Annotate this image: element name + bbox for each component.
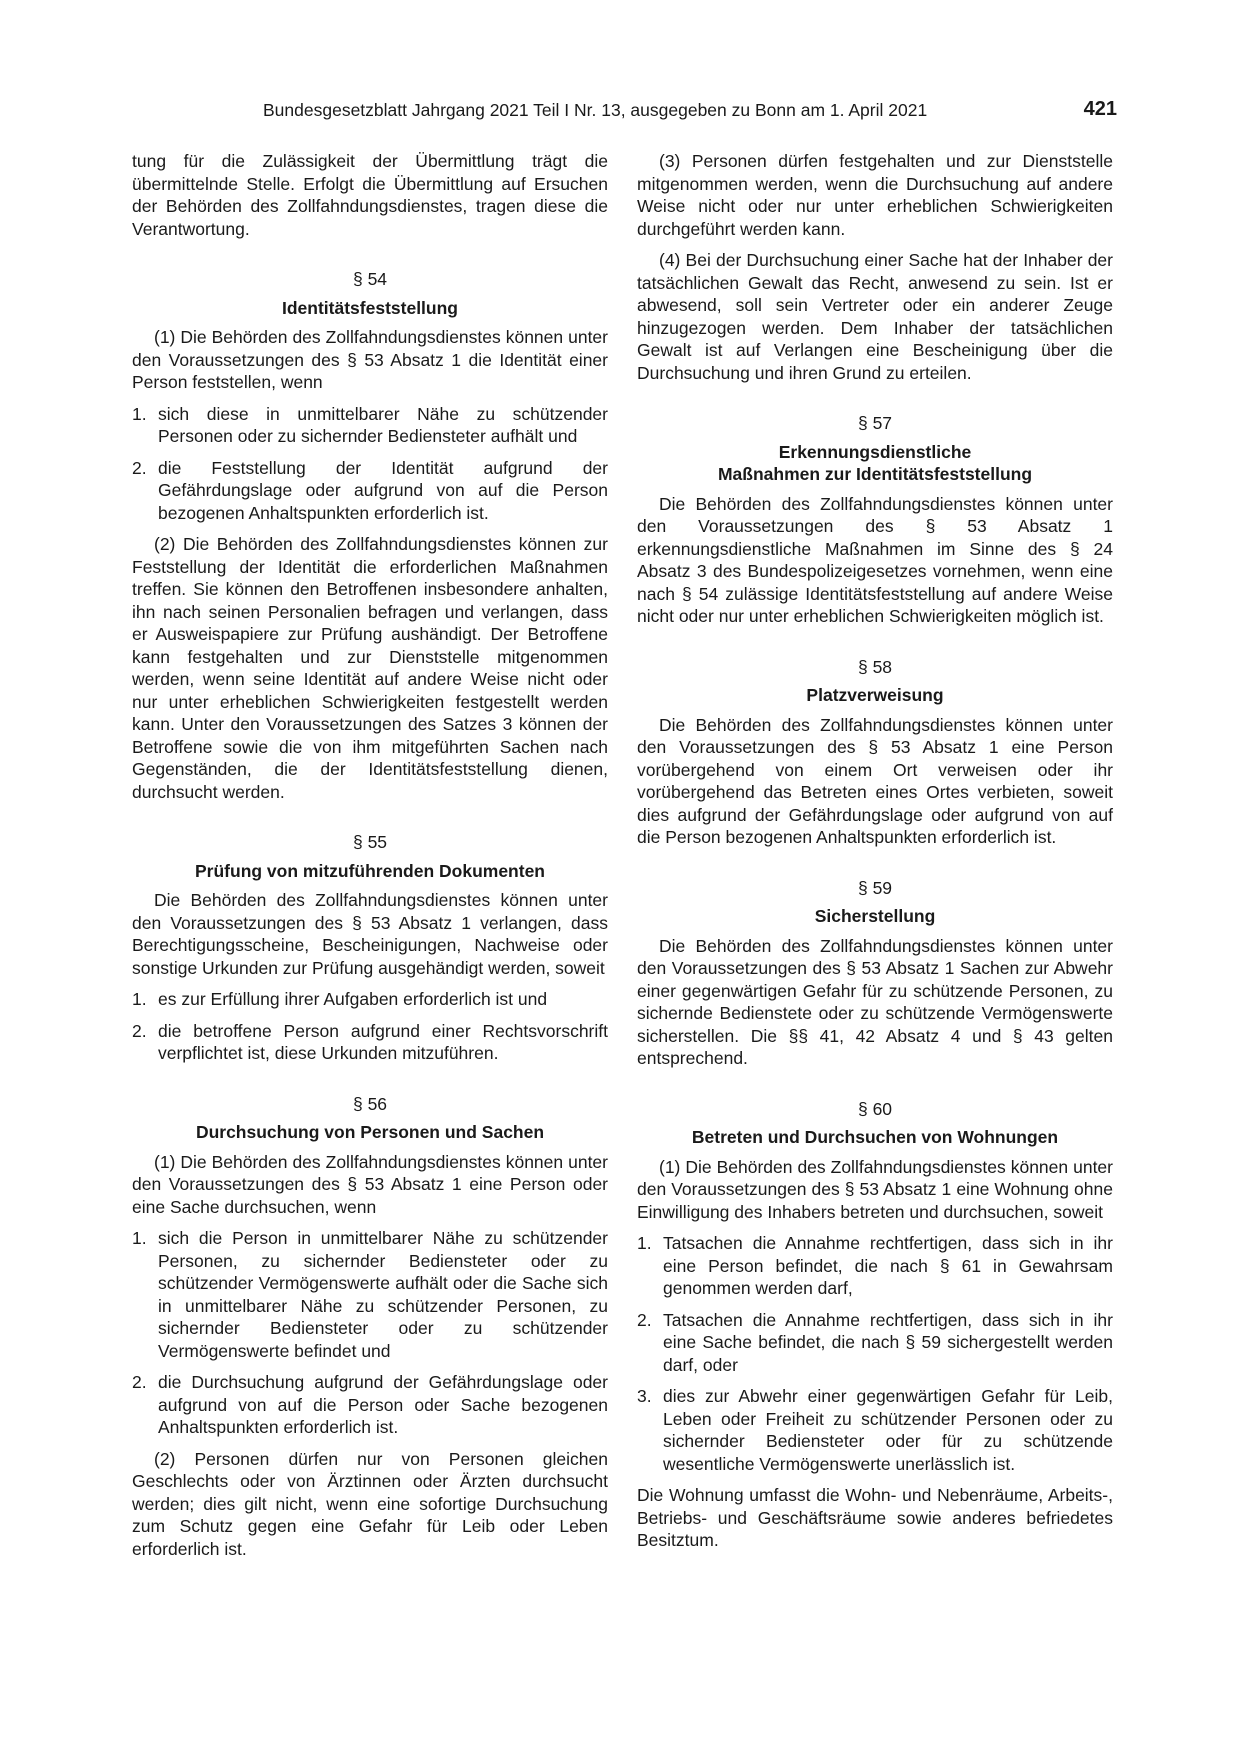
- list-item: [132, 1371, 608, 1439]
- list-item: [132, 1020, 608, 1065]
- list-item-text: Tatsachen die Annahme rechtfertigen, dass sich in ihr eine Sache befindet, die nach § 59 sichergestellt werden darf, oder: [663, 1309, 1113, 1375]
- enumerated-list: [132, 403, 608, 525]
- list-item: [132, 457, 608, 525]
- paragraph: (2) Personen dürfen nur von Personen gleichen Geschlechts oder von Ärztinnen oder Ärzten durchsucht werden; dies gilt nicht, wenn eine sofortige Durchsuchung zum Schutz gegen eine Gefahr für Leib oder Leben erforderlich ist.: [132, 1448, 608, 1559]
- section-number-59: § 59: [857, 877, 893, 898]
- section-number-58: § 58: [857, 656, 893, 677]
- paragraph: (4) Bei der Durchsuchung einer Sache hat der Inhaber der tatsächlichen Gewalt das Recht, anwesend zu sein. Ist er abwesend, soll sein Vertreter oder ein anderer Zeuge hinzugezogen werden. Dem Inhaber der tatsächlichen Gewalt ist auf Verlangen eine Bescheinigung über die Durchsuchung und ihren Grund zu erteilen.: [637, 250, 1113, 383]
- list-item-text: die Feststellung der Identität aufgrund der Gefährdungslage oder aufgrund von auf die Person bezogenen Anhaltspunkten erforderlich ist.: [158, 457, 608, 523]
- list-item-text: es zur Erfüllung ihrer Aufgaben erforderlich ist und: [158, 989, 548, 1009]
- paragraph: Die Behörden des Zollfahndungsdienstes können unter den Voraussetzungen des § 53 Absatz 1 verlangen, dass Berechtigungsscheine, Bescheinigungen, Nachweise oder sonstige Urkunden zur Prüfung ausgehändigt werden, soweit: [132, 890, 608, 978]
- list-item-number: 1.: [132, 989, 147, 1009]
- paragraph: (1) Die Behörden des Zollfahndungsdienstes können unter den Voraussetzungen des § 53 Absatz 1 eine Person oder eine Sache durchsuchen, wenn: [132, 1151, 608, 1217]
- section-title-55: Prüfung von mitzuführenden Dokumenten: [195, 860, 545, 881]
- list-item: [132, 1227, 608, 1362]
- section-title-59: Sicherstellung: [814, 906, 936, 926]
- list-item-number: 1.: [637, 1233, 652, 1253]
- left-column: [132, 150, 608, 1569]
- list-item: [637, 1232, 1113, 1300]
- paragraph: Die Wohnung umfasst die Wohn- und Nebenräume, Arbeits-, Betriebs- und Geschäftsräume sowie anderes befriedetes Besitztum.: [637, 1485, 1113, 1550]
- running-title: Bundesgesetzblatt Jahrgang 2021 Teil I Nr. 13, ausgegeben zu Bonn am 1. April 2021: [263, 100, 928, 120]
- section-title-58: Platzverweisung: [806, 685, 944, 705]
- section-title-line: Maßnahmen zur Identitätsfeststellung: [717, 464, 1033, 484]
- continued-paragraph: tung für die Zulässigkeit der Übermittlung trägt die übermittelnde Stelle. Erfolgt die Übermittlung auf Ersuchen der Behörden des Zollfahndungsdienstes, tragen diese die Verantwortung.: [132, 151, 608, 239]
- section-number-57: § 57: [857, 413, 893, 433]
- enumerated-list: [132, 988, 608, 1065]
- paragraph: Die Behörden des Zollfahndungsdienstes können unter den Voraussetzungen des § 53 Absatz 1 erkennungsdienstliche Maßnahmen im Sinne des § 24 Absatz 3 des Bundespolizeigesetzes vornehmen, wenn eine nach § 54 zulässige Identitätsfeststellung auf andere Weise nicht oder nur unter erheblichen Schwierigkeiten möglich ist.: [637, 493, 1113, 626]
- section-title-54: Identitätsfeststellung: [282, 297, 458, 318]
- enumerated-list: [132, 1227, 608, 1439]
- list-item: [132, 403, 608, 448]
- list-item-text: die betroffene Person aufgrund einer Rechtsvorschrift verpflichtet ist, diese Urkunden mitzuführen.: [158, 1020, 608, 1063]
- section-title-56: Durchsuchung von Personen und Sachen: [195, 1122, 545, 1142]
- section-number-56: § 56: [352, 1093, 388, 1114]
- paragraph: (3) Personen dürfen festgehalten und zur Dienststelle mitgenommen werden, wenn die Durchsuchung auf andere Weise nicht oder nur unter erheblichen Schwierigkeiten durchgeführt werden kann.: [637, 151, 1113, 239]
- list-item-number: 2.: [132, 1020, 147, 1041]
- enumerated-list: [637, 1232, 1113, 1475]
- list-item-text: sich diese in unmittelbarer Nähe zu schützender Personen oder zu sichernder Bediensteter aufhält und: [158, 403, 608, 446]
- list-item-text: die Durchsuchung aufgrund der Gefährdungslage oder aufgrund von auf die Person oder Sache bezogenen Anhaltspunkten erforderlich ist.: [158, 1372, 608, 1437]
- list-item: [637, 1309, 1113, 1377]
- running-header: [263, 100, 1117, 128]
- paragraph: (1) Die Behörden des Zollfahndungsdienstes können unter den Voraussetzungen des § 53 Absatz 1 eine Wohnung ohne Einwilligung des Inhabers betreten und durchsuchen, soweit: [637, 1156, 1113, 1222]
- section-title-line: Erkennungsdienstliche: [778, 441, 972, 462]
- list-item-text: sich die Person in unmittelbarer Nähe zu schützender Personen, zu sichernder Bediensteter oder zu schützender Vermögenswerte aufhält oder die Sache sich in unmittelbarer Nähe zu schützender Personen, zu sichernder Bediensteter oder zu schützender Vermögenswerte befindet und: [158, 1228, 608, 1361]
- section-title-60: Betreten und Durchsuchen von Wohnungen: [691, 1127, 1059, 1147]
- section-number-54: § 54: [352, 269, 388, 289]
- list-item-text: Tatsachen die Annahme rechtfertigen, dass sich in ihr eine Person befindet, die nach § 61 in Gewahrsam genommen werden darf,: [663, 1233, 1113, 1298]
- paragraph: (1) Die Behörden des Zollfahndungsdienstes können unter den Voraussetzungen des § 53 Absatz 1 die Identität einer Person feststellen, wenn: [132, 327, 608, 392]
- list-item-number: 2.: [132, 1372, 147, 1392]
- paragraph: (2) Die Behörden des Zollfahndungsdienstes können zur Feststellung der Identität die erforderlichen Maßnahmen treffen. Sie können den Betroffenen insbesondere anhalten, ihn nach seinen Personalien befragen und verlangen, dass er Ausweispapiere zur Prüfung aushändigt. Der Betroffene kann festgehalten und zur Dienststelle mitgenommen werden, wenn seine Identität auf andere Weise nicht oder nur unter erheblichen Schwierigkeiten festgestellt werden kann. Unter den Voraussetzungen des Satzes 3 können der Betroffene sowie die von ihm mitgeführten Sachen nach Gegenständen, die der Identitätsfeststellung dienen, durchsucht werden.: [132, 534, 608, 802]
- list-item-number: 1.: [132, 1228, 147, 1248]
- list-item-number: 2.: [637, 1309, 652, 1330]
- paragraph: Die Behörden des Zollfahndungsdienstes können unter den Voraussetzungen des § 53 Absatz 1 eine Person vorübergehend von einem Ort verweisen oder ihr vorübergehend das Betreten eines Ortes verbieten, soweit dies aufgrund der Gefährdungslage oder aufgrund von auf die Person bezogenen Anhaltspunkten erforderlich ist.: [637, 714, 1113, 847]
- list-item-number: 3.: [637, 1386, 652, 1406]
- list-item-number: 2.: [132, 457, 147, 478]
- list-item: [132, 988, 608, 1011]
- paragraph: Die Behörden des Zollfahndungsdienstes können unter den Voraussetzungen des § 53 Absatz 1 Sachen zur Abwehr einer gegenwärtigen Gefahr für zu schützende Personen, zu sichernde Bedienstete oder zu schützende Vermögenswerte sicherstellen. Die §§ 41, 42 Absatz 4 und § 43 gelten entsprechend.: [637, 935, 1113, 1068]
- right-column: [637, 150, 1113, 1561]
- section-number-60: § 60: [857, 1098, 893, 1119]
- section-number-55: § 55: [352, 832, 388, 852]
- list-item: [637, 1385, 1113, 1475]
- list-item-number: 1.: [132, 403, 147, 424]
- section-title-57: [637, 441, 1113, 486]
- page-number: 421: [1083, 98, 1117, 120]
- list-item-text: dies zur Abwehr einer gegenwärtigen Gefahr für Leib, Leben oder Freiheit zu schützender Personen oder zu sichernder Bediensteter oder für zu schützende wesentliche Vermögenswerte unerlässlich ist.: [663, 1386, 1113, 1474]
